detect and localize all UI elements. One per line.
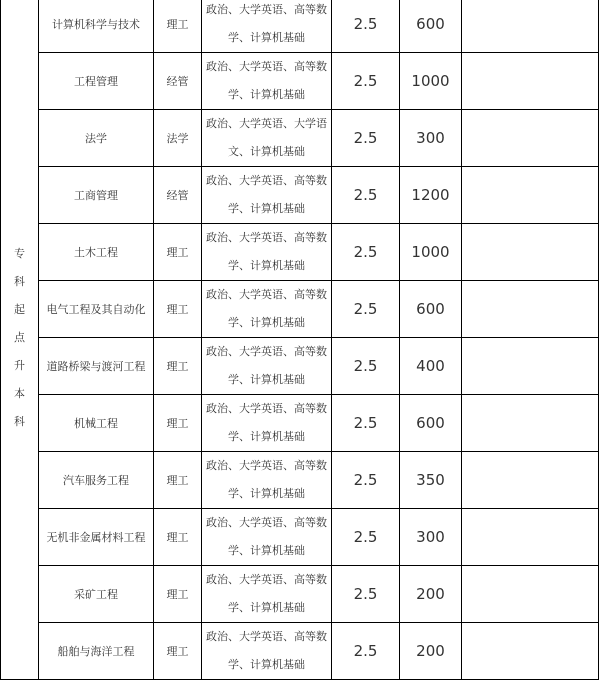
subjects-text: 政治、大学英语、高等数学、计算机基础	[206, 573, 327, 614]
note-cell	[462, 395, 599, 452]
years-cell: 2.5	[332, 338, 400, 395]
note-cell	[462, 110, 599, 167]
subjects-text: 政治、大学英语、高等数学、计算机基础	[206, 516, 327, 557]
class-cell: 经管	[154, 53, 202, 110]
class-cell: 法学	[154, 110, 202, 167]
note-cell	[462, 509, 599, 566]
years-cell: 2.5	[332, 566, 400, 623]
years-cell: 2.5	[332, 53, 400, 110]
note-cell	[462, 224, 599, 281]
major-cell: 机械工程	[39, 395, 154, 452]
subjects-text: 政治、大学英语、大学语文、计算机基础	[206, 117, 327, 158]
subjects-text: 政治、大学英语、高等数学、计算机基础	[206, 288, 327, 329]
plan-cell: 300	[400, 110, 462, 167]
major-cell: 采矿工程	[39, 566, 154, 623]
subjects-text: 政治、大学英语、高等数学、计算机基础	[206, 231, 327, 272]
subjects-text: 政治、大学英语、高等数学、计算机基础	[206, 174, 327, 215]
subjects-text: 政治、大学英语、高等数学、计算机基础	[206, 630, 327, 671]
note-cell	[462, 338, 599, 395]
years-cell: 2.5	[332, 224, 400, 281]
years-cell: 2.5	[332, 509, 400, 566]
subjects-cell	[202, 167, 332, 224]
note-cell	[462, 167, 599, 224]
major-cell: 工程管理	[39, 53, 154, 110]
table-row	[1, 0, 599, 53]
years-cell: 2.5	[332, 623, 400, 680]
years-cell: 2.5	[332, 0, 400, 53]
major-cell: 船舶与海洋工程	[39, 623, 154, 680]
major-cell: 土木工程	[39, 224, 154, 281]
major-cell: 计算机科学与技术	[39, 0, 154, 53]
subjects-cell	[202, 224, 332, 281]
subjects-text: 政治、大学英语、高等数学、计算机基础	[206, 3, 327, 44]
class-cell: 理工	[154, 509, 202, 566]
plan-cell: 600	[400, 395, 462, 452]
subjects-cell	[202, 452, 332, 509]
class-cell: 理工	[154, 0, 202, 53]
table-row	[1, 338, 599, 395]
table-row	[1, 281, 599, 338]
class-cell: 经管	[154, 167, 202, 224]
subjects-cell	[202, 395, 332, 452]
years-cell: 2.5	[332, 110, 400, 167]
subjects-cell	[202, 281, 332, 338]
table-row	[1, 623, 599, 680]
subjects-cell	[202, 509, 332, 566]
subjects-text: 政治、大学英语、高等数学、计算机基础	[206, 345, 327, 386]
class-cell: 理工	[154, 566, 202, 623]
table-row	[1, 167, 599, 224]
subjects-cell	[202, 110, 332, 167]
class-cell: 理工	[154, 395, 202, 452]
table-row	[1, 509, 599, 566]
plan-cell: 300	[400, 509, 462, 566]
category-cell	[1, 0, 39, 680]
plan-cell: 350	[400, 452, 462, 509]
note-cell	[462, 452, 599, 509]
note-cell	[462, 53, 599, 110]
subjects-text: 政治、大学英语、高等数学、计算机基础	[206, 402, 327, 443]
table-row	[1, 53, 599, 110]
table-row	[1, 110, 599, 167]
subjects-text: 政治、大学英语、高等数学、计算机基础	[206, 459, 327, 500]
plan-cell: 200	[400, 566, 462, 623]
table-row	[1, 224, 599, 281]
years-cell: 2.5	[332, 281, 400, 338]
plan-cell: 200	[400, 623, 462, 680]
subjects-cell	[202, 338, 332, 395]
note-cell	[462, 0, 599, 53]
major-cell: 无机非金属材料工程	[39, 509, 154, 566]
plan-cell: 1000	[400, 224, 462, 281]
years-cell: 2.5	[332, 452, 400, 509]
plan-cell: 600	[400, 0, 462, 53]
table-row	[1, 452, 599, 509]
plan-cell: 400	[400, 338, 462, 395]
table-row	[1, 566, 599, 623]
subjects-cell	[202, 623, 332, 680]
major-cell: 电气工程及其自动化	[39, 281, 154, 338]
subjects-cell	[202, 0, 332, 53]
major-cell: 道路桥梁与渡河工程	[39, 338, 154, 395]
plan-cell: 600	[400, 281, 462, 338]
note-cell	[462, 623, 599, 680]
note-cell	[462, 566, 599, 623]
class-cell: 理工	[154, 452, 202, 509]
category-label: 专科起点升本科	[14, 246, 25, 428]
subjects-text: 政治、大学英语、高等数学、计算机基础	[206, 60, 327, 101]
class-cell: 理工	[154, 281, 202, 338]
class-cell: 理工	[154, 338, 202, 395]
subjects-cell	[202, 53, 332, 110]
class-cell: 理工	[154, 224, 202, 281]
subjects-cell	[202, 566, 332, 623]
major-cell: 工商管理	[39, 167, 154, 224]
note-cell	[462, 281, 599, 338]
major-cell: 法学	[39, 110, 154, 167]
years-cell: 2.5	[332, 395, 400, 452]
plan-cell: 1000	[400, 53, 462, 110]
plan-cell: 1200	[400, 167, 462, 224]
class-cell: 理工	[154, 623, 202, 680]
years-cell: 2.5	[332, 167, 400, 224]
table-row	[1, 395, 599, 452]
major-cell: 汽车服务工程	[39, 452, 154, 509]
table-body	[1, 0, 599, 680]
